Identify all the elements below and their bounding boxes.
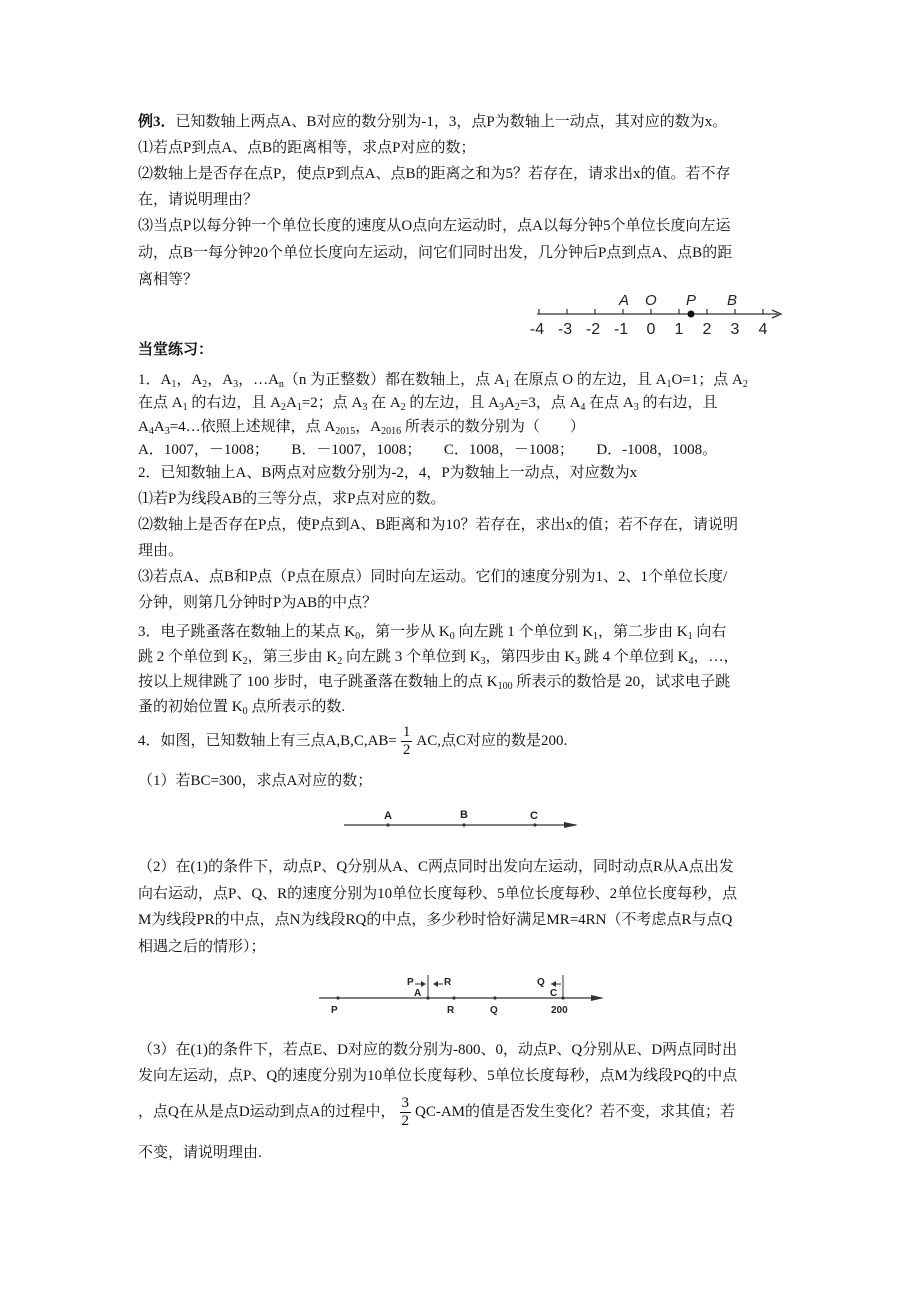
problem4-q1: （1）若BC=300，求点A对应的数； bbox=[138, 773, 373, 789]
problem2-intro: 2．已知数轴上A、B两点对应数分别为-2，4，P为数轴上一动点，对应数为x bbox=[138, 465, 638, 481]
point-p-dot bbox=[688, 311, 695, 318]
problem3-line1: 3．电子跳蚤落在数轴上的某点 $K_0$，第一步从 $K_0$ 向左跳 1 个单位到 $K_1$，第二步由 $K_1$ 向右 bbox=[138, 624, 727, 642]
example3-q3-line2: 动，点B一每分钟20个单位长度向左运动，问它们同时出发，几分钟后P点到点A、点B的距 bbox=[138, 245, 733, 261]
problem2-q2-line2: 理由。 bbox=[138, 543, 184, 559]
tick-label: 4 bbox=[758, 321, 768, 338]
fig2-top-label-r: R bbox=[444, 977, 452, 988]
tick-label: 2 bbox=[702, 321, 712, 338]
problem4-q3-line1: （3）在(1)的条件下，若点E、D对应的数分别为-800、0，动点P、Q分别从E、D两点同时出 bbox=[138, 1042, 738, 1058]
tick-label: -2 bbox=[585, 321, 601, 338]
example3-q2-line2: 在，请说明理由？ bbox=[138, 192, 259, 208]
problem4-q3-line3: ，点Q在从是点D运动到点A的过程中， $\frac{3}{2}$ QC-AM的值是否发生变化？若不变，求其值；若 bbox=[138, 1095, 736, 1130]
example3-intro-line bbox=[138, 112, 727, 132]
fig1-label-a: A bbox=[384, 810, 392, 822]
example3-label: 例3． bbox=[138, 114, 176, 130]
problem4-q2-line2: 向右运动，点P、Q、R的速度分别为10单位长度每秒、5单位长度每秒、2单位长度每秒，点 bbox=[138, 886, 738, 902]
problem4-intro: 4．如图，已知数轴上有三点A,B,C,AB= $\frac{1}{2}$ AC,点C对应的数是200. bbox=[138, 724, 568, 759]
axis-label-p: P bbox=[686, 292, 697, 309]
problem1-line1: 1．$A_1$，$A_2$，$A_3$，$\dots A_n(n$ 为正整数）都在数轴上，点 $A_1$ 在原点 O 的左边，且 $A_1O=1$；点 $A_2$ bbox=[138, 372, 748, 390]
problem4-q2-line4: 相遇之后的情形）； bbox=[138, 939, 266, 955]
fig2-top-label-q: Q bbox=[537, 977, 545, 988]
figure-abc-number-line bbox=[340, 805, 585, 835]
tick-label: 1 bbox=[674, 321, 684, 338]
axis-label-b: B bbox=[727, 292, 738, 309]
example3-q3-line3: 离相等？ bbox=[138, 272, 199, 288]
practice-title: 当堂练习： bbox=[138, 342, 214, 358]
fig1-label-c: C bbox=[530, 810, 538, 822]
problem4-q2-line1: （2）在(1)的条件下，动点P、Q分别从A、C两点同时出发向左运动，同时动点R从A点出发 bbox=[138, 859, 734, 875]
problem4-q3-line4: 不变，请说明理由. bbox=[138, 1145, 262, 1161]
fig2-bottom-label-r: R bbox=[447, 1005, 455, 1016]
fig2-bottom-label-200: 200 bbox=[551, 1005, 568, 1016]
fig2-bottom-label-p: P bbox=[331, 1005, 338, 1016]
example3-q3-line1: ⑶当点P以每分钟一个单位长度的速度从O点向左运动时，点A以每分钟5个单位长度向左运 bbox=[138, 218, 731, 234]
fig2-mid-label-a: A bbox=[414, 988, 422, 999]
fig2-bottom-label-q: Q bbox=[490, 1005, 498, 1016]
tick-label: 0 bbox=[646, 321, 656, 338]
figure-moving-points bbox=[315, 970, 610, 1020]
fraction-three-halves: $\frac{3}{2}$ bbox=[401, 1095, 409, 1130]
problem1-options: A．1007，－1008； B．－1007，1008； C．1008，－1008； D．-1008，1008。 bbox=[138, 442, 718, 458]
example3-q1: ⑴若点P到点A、点B的距离相等，求点P对应的数； bbox=[138, 140, 476, 156]
tick-label: -4 bbox=[529, 321, 545, 338]
fig2-mid-label-c: C bbox=[550, 988, 558, 999]
tick-label: -1 bbox=[613, 321, 629, 338]
problem4-q3-line2: 发向左运动，点P、Q的速度分别为10单位长度每秒、5单位长度每秒，点M为线段PQ的中点 bbox=[138, 1068, 738, 1084]
tick-label: 3 bbox=[730, 321, 740, 338]
fig2-top-label-p: P bbox=[407, 977, 414, 988]
problem2-q3-line2: 分钟，则第几分钟时P为AB的中点？ bbox=[138, 595, 378, 611]
problem4-q2-line3: M为线段PR的中点，点N为线段RQ的中点，多少秒时恰好满足MR=4RN（不考虑点R与点Q bbox=[138, 912, 733, 928]
axis-label-a: A bbox=[619, 292, 630, 309]
tick-label: -3 bbox=[557, 321, 573, 338]
fraction-one-half: $\frac{1}{2}$ bbox=[402, 724, 411, 759]
problem1-line3: $A_4A_3=4\dots$依照上述规律，点 $A_{2015}$，$A_{2016}$ 所表示的数分别为（ ） bbox=[138, 419, 585, 437]
problem3-line2: 跳 2 个单位到 $K_2$，第三步由 $K_2$ 向左跳 3 个单位到 $K_3$，第四步由 $K_3$ 跳 4 个单位到 $K_4$，…， bbox=[138, 649, 739, 667]
problem2-q2-line1: ⑵数轴上是否存在P点，使P点到A、B距离和为10？若存在，求出x的值；若不存在，请说明 bbox=[138, 517, 739, 533]
problem1-line2: 在点 $A_1$ 的右边，且 $A_2A_1=2$；点 $A_3$ 在 $A_2$ 的左边，且 $A_3A_2=3$，点 $A_4$ 在点 $A_3$ 的右边，且 bbox=[138, 395, 718, 413]
problem2-q1: ⑴若P为线段AB的三等分点，求P点对应的数。 bbox=[138, 491, 446, 507]
example3-q2-line1: ⑵数轴上是否存在点P，使点P到点A、点B的距离之和为5？若存在，请求出x的值。若不存 bbox=[138, 166, 731, 182]
problem3-line4: 蚤的初始位置 $K_0$ 点所表示的数. bbox=[138, 699, 346, 717]
problem2-q3-line1: ⑶若点A、点B和P点（P点在原点）同时向左运动。它们的速度分别为1、2、1个单位长度/ bbox=[138, 569, 728, 585]
axis-label-o: O bbox=[645, 292, 657, 309]
number-line-figure bbox=[525, 288, 790, 346]
problem3-line3: 按以上规律跳了 100 步时，电子跳蚤落在数轴上的点 $K_{100}$ 所表示的数恰是 20，试求电子跳 bbox=[138, 674, 731, 692]
example3-intro: 已知数轴上两点A、B对应的数分别为-1，3，点P为数轴上一动点，其对应的数为x。 bbox=[175, 114, 728, 130]
fig1-label-b: B bbox=[460, 809, 468, 821]
